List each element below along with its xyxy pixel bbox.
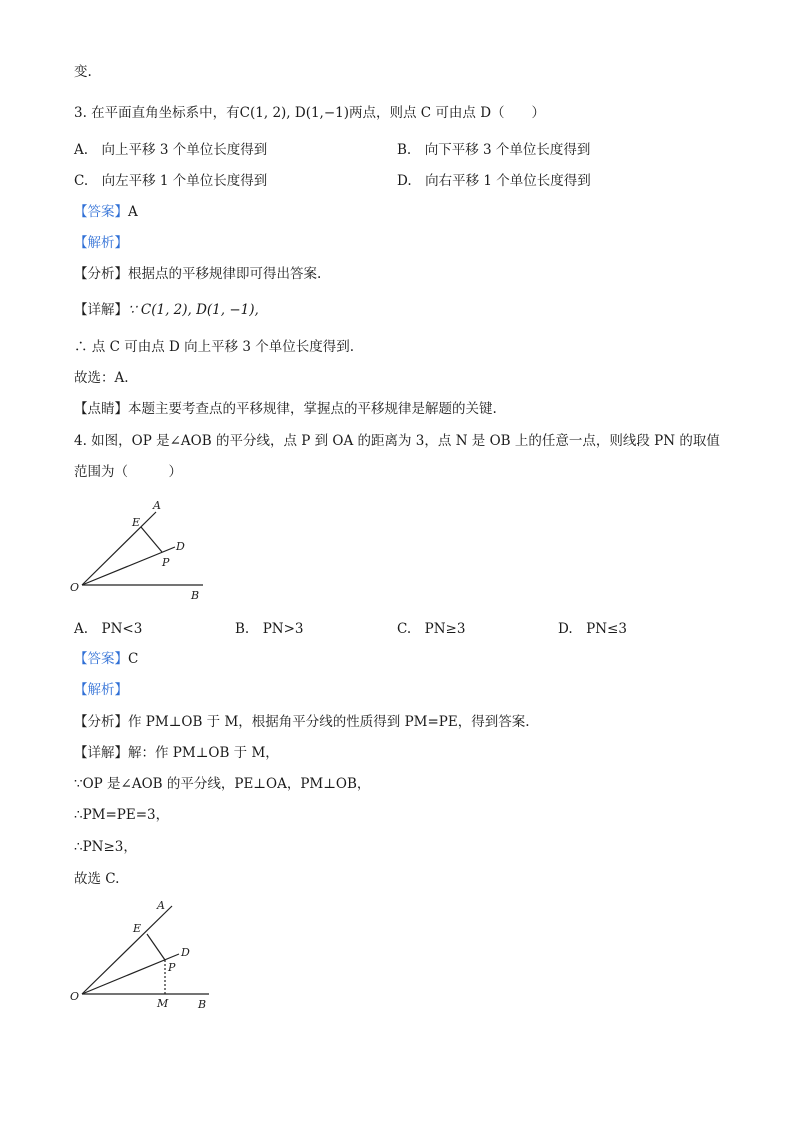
fenxi-tag: 【分析】 — [74, 714, 128, 730]
fenxi-tag: 【分析】 — [74, 266, 128, 282]
xiangjie-text: ∵ C(1, 2), D(1, −1), — [128, 302, 259, 318]
question-4-cont: 范围为（ ） — [74, 464, 182, 480]
figure-2 — [66, 898, 216, 1013]
label-d: D — [176, 540, 185, 553]
q4-option-b: B. PN>3 — [235, 621, 304, 637]
q4-option-a: A. PN<3 — [74, 621, 143, 637]
xiangjie-tag: 【详解】 — [74, 302, 128, 318]
segment-pe — [141, 527, 162, 552]
q4-answer — [74, 650, 138, 668]
q4-fenxi — [74, 713, 530, 731]
answer-value: C — [128, 651, 139, 667]
answer-tag: 【答案】 — [74, 204, 128, 220]
segment-pe — [147, 934, 165, 960]
q3-xiangjie — [74, 301, 259, 319]
ray-oa — [82, 512, 156, 585]
question-3: 3. 在平面直角坐标系中，有C(1, 2), D(1,−1)两点，则点 C 可由点 D（ ） — [74, 105, 546, 121]
q3-step-1: ∴ 点 C 可由点 D 向上平移 3 个单位长度得到. — [74, 339, 355, 355]
q4-step-4: 故选 C. — [74, 871, 120, 887]
label-d: D — [181, 946, 190, 959]
fenxi-text: 作 PM⊥OB 于 M，根据角平分线的性质得到 PM=PE，得到答案. — [128, 714, 530, 730]
q4-step-1: ∵OP 是∠AOB 的平分线，PE⊥OA，PM⊥OB， — [74, 776, 371, 792]
label-o: O — [70, 581, 80, 594]
label-p: P — [162, 556, 170, 569]
label-b: B — [191, 589, 200, 602]
label-a: A — [153, 499, 161, 512]
xiangjie-text: 解：作 PM⊥OB 于 M， — [128, 745, 279, 761]
q3-option-c: C. 向左平移 1 个单位长度得到 — [74, 173, 268, 189]
q3-fenxi — [74, 265, 321, 283]
q4-analysis-tag: 【解析】 — [74, 682, 128, 698]
q3-dianjing — [74, 400, 497, 418]
q4-xiangjie — [74, 744, 279, 762]
answer-tag: 【答案】 — [74, 651, 128, 667]
answer-value: A — [128, 204, 138, 220]
q4-step-2: ∴PM=PE=3， — [74, 807, 170, 823]
fenxi-text: 根据点的平移规律即可得出答案. — [128, 266, 322, 282]
text-line: 变. — [74, 64, 92, 80]
label-e: E — [132, 516, 141, 529]
dianjing-tag: 【点睛】 — [74, 401, 128, 417]
q3-option-d: D. 向右平移 1 个单位长度得到 — [397, 173, 591, 189]
q4-step-3: ∴PN≥3， — [74, 839, 137, 855]
xiangjie-tag: 【详解】 — [74, 745, 128, 761]
label-e: E — [133, 922, 142, 935]
q3-option-b: B. 向下平移 3 个单位长度得到 — [397, 142, 591, 158]
question-4: 4. 如图，OP 是∠AOB 的平分线，点 P 到 OA 的距离为 3，点 N 是 OB 上的任意一点，则线段 PN 的取值 — [74, 433, 720, 449]
q3-step-2: 故选：A. — [74, 370, 129, 386]
dianjing-text: 本题主要考查点的平移规律，掌握点的平移规律是解题的关键. — [128, 401, 497, 417]
q4-option-c: C. PN≥3 — [397, 621, 466, 637]
q4-option-d: D. PN≤3 — [558, 621, 627, 637]
label-a: A — [157, 899, 165, 912]
q3-analysis-tag: 【解析】 — [74, 235, 128, 251]
label-p: P — [168, 961, 176, 974]
figure-1 — [66, 495, 216, 607]
label-m: M — [157, 997, 169, 1010]
label-b: B — [198, 998, 207, 1011]
q3-answer — [74, 203, 138, 221]
q3-option-a: A. 向上平移 3 个单位长度得到 — [74, 142, 268, 158]
label-o: O — [70, 990, 80, 1003]
